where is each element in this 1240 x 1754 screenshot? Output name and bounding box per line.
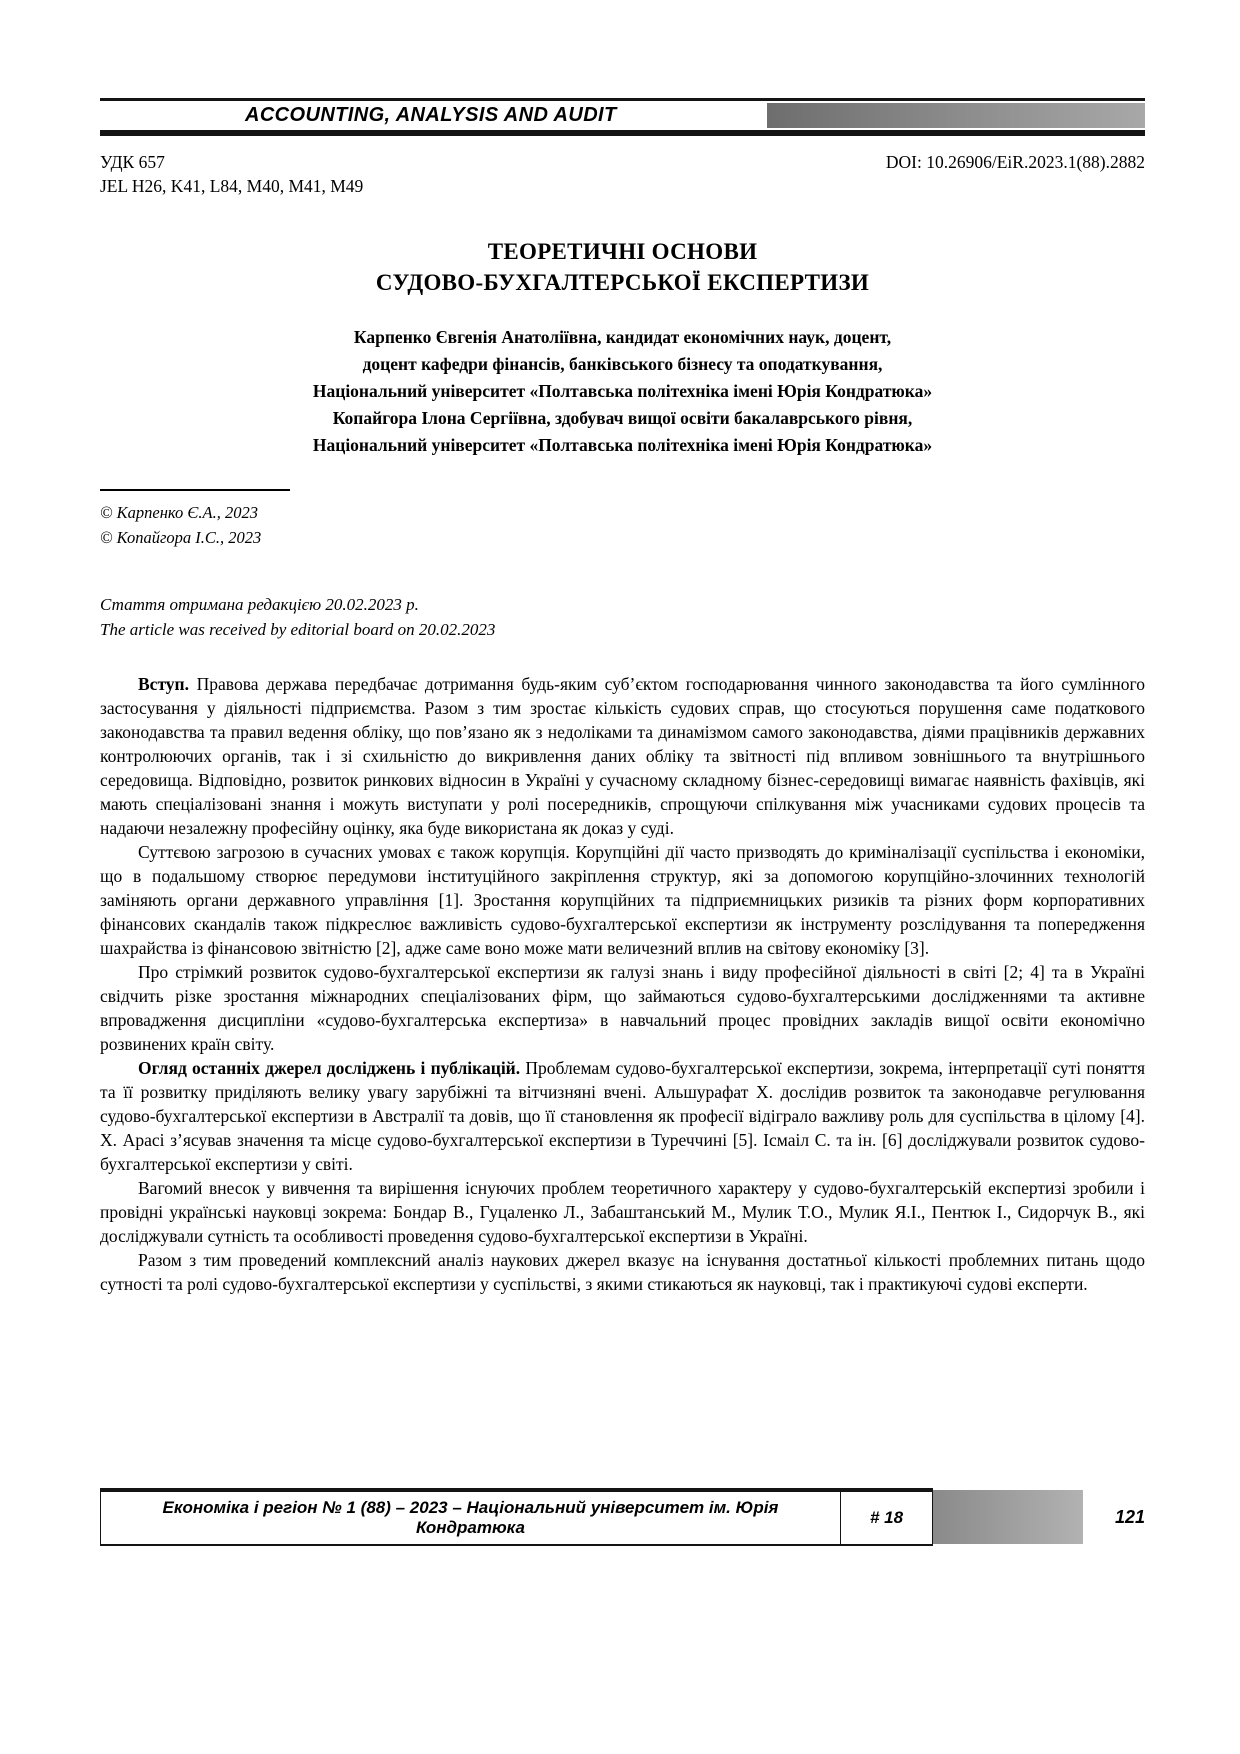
paragraph-text: Правова держава передбачає дотримання будь-яким суб’єктом господарювання чинного законодавства та його сумлінного застосування у діяльності підприємства. Разом з тим зростає кількість судових справ, що стосуються порушення саме податкового законодавства та правил ведення обліку, що пов’язано як з недоліками та динамізмом самого законодавства, діями працівників державних контролюючих органів, так і зі схильністю до викривлення даних обліку та звітності під впливом зовнішнього та внутрішнього середовища. Відповідно, розвиток ринкових відносин в Україні у сучасному складному бізнес-середовищі вимагає наявність фахівців, які мають спеціалізовані знання і можуть виступати у ролі посередників, спрощуючи спілкування між учасниками судових процесів та надаючи незалежну професійну оцінку, яка буде використана як доказ у суді. [100, 674, 1145, 838]
received-uk: Стаття отримана редакцією 20.02.2023 р. [100, 595, 419, 614]
paragraph-lead: Огляд останніх джерел досліджень і публікацій. [138, 1058, 521, 1078]
footnote-rule [100, 489, 290, 491]
author-line: Національний університет «Полтавська політехніка імені Юрія Кондратюка» [312, 381, 933, 401]
paragraph [100, 1176, 1145, 1248]
paragraph-text: Вагомий внесок у вивчення та вирішення існуючих проблем теоретичного характеру у судово-бухгалтерській експертизі зробили і провідні українські науковці зокрема: Бондар В., Гуцаленко Л., Забаштанський М., Мулик Т.О., Мулик Я.І., Пентюк І., Сидорчук В., які досліджували сутність та особливості проведення судово-бухгалтерської експертизи в Україні. [100, 1178, 1145, 1246]
paragraph-text: Разом з тим проведений комплексний аналіз наукових джерел вказує на існування достатньої кількості проблемних питань щодо сутності та ролі судово-бухгалтерської експертизи у суспільстві, з якими стикаються як науковці, так і практикуючі судові експерти. [100, 1250, 1145, 1294]
header-gradient-band [767, 103, 1145, 128]
article-title-line1: ТЕОРЕТИЧНІ ОСНОВИ [487, 239, 758, 264]
author-line: Копайгора Ілона Сергіївна, здобувач вищої освіти бакалаврського рівня, [332, 408, 913, 428]
authors-block [100, 324, 1145, 459]
paragraph [100, 960, 1145, 1056]
jel-codes: JEL H26, K41, L84, M40, M41, M49 [100, 176, 364, 196]
paragraph [100, 840, 1145, 960]
footer-issue-mark: # 18 [841, 1488, 933, 1546]
udc-code: УДК 657 [100, 152, 165, 172]
page-header [100, 98, 1145, 136]
footer-journal-title: Економіка і регіон № 1 (88) – 2023 – Національний університет ім. Юрія Кондратюка [100, 1488, 841, 1546]
article-title-line2: СУДОВО-БУХГАЛТЕРСЬКОЇ ЕКСПЕРТИЗИ [375, 270, 870, 295]
copyright-line: © Карпенко Є.А., 2023 [100, 503, 258, 522]
author-line: Карпенко Євгенія Анатоліївна, кандидат економічних наук, доцент, [353, 327, 892, 347]
copyright-block [100, 489, 1145, 550]
paragraph-text: Про стрімкий розвиток судово-бухгалтерської експертизи як галузі знань і виду професійної діяльності в світі [2; 4] та в Україні свідчить різке зростання міжнародних спеціалізованих фірм, що займаються судово-бухгалтерськими дослідженнями та активне впровадження дисципліни «судово-бухгалтерська експертиза» в навчальний процес провідних закладів вищої освіти економічно розвинених країн світу. [100, 962, 1145, 1054]
author-line: Національний університет «Полтавська політехніка імені Юрія Кондратюка» [312, 435, 933, 455]
paragraph-text: Суттєвою загрозою в сучасних умовах є також корупція. Корупційні дії часто призводять до криміналізації суспільства і економіки, що в подальшому створює передумови інституційного закріплення структур, які за допомогою корупційно-злочинних технологій заміняють органи державного управління [1]. Зростання корупційних та підприємницьких ризиків та різних форм корпоративних фінансових скандалів також підкреслює важливість судово-бухгалтерської експертизи як інструменту розслідування та попередження шахрайства із фінансовою звітністю [2], адже саме воно може мати величезний вплив на світову економіку [3]. [100, 842, 1145, 958]
received-block [100, 592, 1145, 642]
page-content [0, 98, 1240, 1296]
paragraph [100, 1056, 1145, 1176]
page-footer [100, 1488, 1145, 1546]
paragraph-lead: Вступ. [138, 674, 190, 694]
paragraph [100, 1248, 1145, 1296]
doi: DOI: 10.26906/EiR.2023.1(88).2882 [885, 152, 1145, 172]
author-line: доцент кафедри фінансів, банківського бізнесу та оподаткування, [362, 354, 883, 374]
article-body [100, 672, 1145, 1296]
paragraph [100, 672, 1145, 840]
copyright-line: © Копайгора І.С., 2023 [100, 528, 262, 547]
article-title [100, 236, 1145, 298]
footer-gradient-band [933, 1490, 1083, 1544]
received-en: The article was received by editorial board on 20.02.2023 [100, 620, 496, 639]
meta-row [100, 150, 1145, 174]
section-title: ACCOUNTING, ANALYSIS AND AUDIT [245, 104, 617, 126]
page-number: 121 [1114, 1506, 1145, 1527]
paragraph-text: Проблемам судово-бухгалтерської експертизи, зокрема, інтерпретації суті поняття та її розвитку приділяють велику увагу зарубіжні та вітчизняні вчені. Альшурафат Х. дослідив розвиток та законодавче регулювання судово-бухгалтерської експертизи в Австралії та довів, що її становлення як професії відіграло важливу роль для суспільства в цілому [4]. Х. Арасі з’ясував значення та місце судово-бухгалтерської експертизи в Туреччині [5]. Ісмаіл С. та ін. [6] досліджували розвиток судово-бухгалтерської експертизи у світі. [100, 1058, 1145, 1174]
